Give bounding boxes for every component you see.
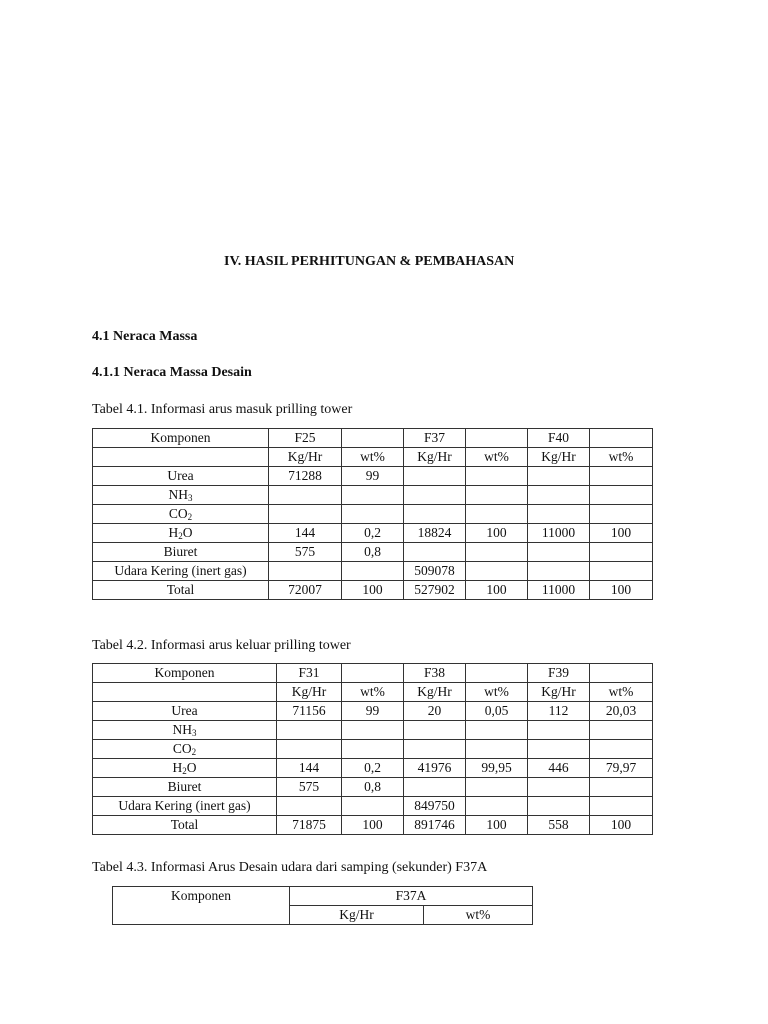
table-cell: 20,03 <box>590 702 653 721</box>
table-cell <box>590 467 653 486</box>
table-cell: 0,05 <box>466 702 528 721</box>
table-cell <box>528 740 590 759</box>
unit-flow-header: Kg/Hr <box>277 683 342 702</box>
component-name <box>93 816 277 835</box>
unit-pct-header: wt% <box>466 448 528 467</box>
table-3 <box>112 886 533 925</box>
component-name-text: Urea <box>171 703 198 718</box>
component-name-text: Udara Kering (inert gas) <box>118 798 251 813</box>
table-cell <box>528 486 590 505</box>
unit-flow-header: Kg/Hr <box>528 448 590 467</box>
table-cell <box>528 562 590 581</box>
table-row <box>93 581 653 600</box>
table-cell: 100 <box>342 581 404 600</box>
stream-header-blank <box>590 664 653 683</box>
table-cell <box>342 797 404 816</box>
table-cell <box>466 562 528 581</box>
table-1-caption: Tabel 4.1. Informasi arus masuk prilling tower <box>92 402 353 417</box>
table-cell <box>277 797 342 816</box>
table-cell: 144 <box>277 759 342 778</box>
stream-header-f25: F25 <box>269 429 342 448</box>
table-row <box>93 702 653 721</box>
table-cell <box>528 797 590 816</box>
table-cell <box>404 543 466 562</box>
table-cell <box>404 721 466 740</box>
stream-header-f37: F37 <box>404 429 466 448</box>
unit-flow-header: Kg/Hr <box>528 683 590 702</box>
table-cell: 112 <box>528 702 590 721</box>
table-cell <box>590 721 653 740</box>
section-title: 4.1 Neraca Massa <box>92 329 198 344</box>
table-cell: 891746 <box>404 816 466 835</box>
stream-header-f31: F31 <box>277 664 342 683</box>
table-cell: 99 <box>342 467 404 486</box>
unit-row-blank <box>93 448 269 467</box>
table-3-component-header: Komponen <box>113 887 290 925</box>
table-cell <box>466 467 528 486</box>
table-cell: 446 <box>528 759 590 778</box>
table-2 <box>92 663 653 835</box>
stream-header-blank <box>590 429 653 448</box>
unit-flow-header: Kg/Hr <box>404 683 466 702</box>
table-cell <box>590 778 653 797</box>
component-name <box>93 562 269 581</box>
table-cell <box>404 740 466 759</box>
table-row <box>93 524 653 543</box>
table-1-header-row <box>93 429 653 448</box>
table-cell <box>466 505 528 524</box>
table-2-unit-row <box>93 683 653 702</box>
table-cell <box>528 543 590 562</box>
table-cell: 79,97 <box>590 759 653 778</box>
table-1-component-header: Komponen <box>93 429 269 448</box>
component-subscript: 2 <box>182 766 187 776</box>
table-cell: 575 <box>277 778 342 797</box>
stream-header-blank <box>342 429 404 448</box>
component-name <box>93 486 269 505</box>
table-cell <box>277 740 342 759</box>
component-name <box>93 505 269 524</box>
component-name <box>93 581 269 600</box>
table-cell: 527902 <box>404 581 466 600</box>
unit-pct-header: wt% <box>342 683 404 702</box>
stream-header-f38: F38 <box>404 664 466 683</box>
unit-flow-header: Kg/Hr <box>404 448 466 467</box>
table-3-unit-flow: Kg/Hr <box>290 906 424 925</box>
component-name <box>93 467 269 486</box>
table-cell: 99,95 <box>466 759 528 778</box>
table-cell: 18824 <box>404 524 466 543</box>
table-cell <box>404 486 466 505</box>
component-name <box>93 797 277 816</box>
table-3-unit-pct: wt% <box>424 906 533 925</box>
component-name-text: Total <box>170 817 199 832</box>
component-name-text: H <box>172 760 183 775</box>
table-cell <box>404 778 466 797</box>
table-cell: 509078 <box>404 562 466 581</box>
table-cell: 20 <box>404 702 466 721</box>
component-name <box>93 759 277 778</box>
table-cell: 0,2 <box>342 524 404 543</box>
table-cell <box>590 486 653 505</box>
table-cell <box>528 778 590 797</box>
table-cell: 0,2 <box>342 759 404 778</box>
unit-flow-header: Kg/Hr <box>269 448 342 467</box>
table-2-component-header: Komponen <box>93 664 277 683</box>
component-name <box>93 721 277 740</box>
unit-row-blank <box>93 683 277 702</box>
table-cell <box>342 486 404 505</box>
table-cell <box>528 721 590 740</box>
table-row <box>93 467 653 486</box>
table-1-unit-row <box>93 448 653 467</box>
stream-header-f40: F40 <box>528 429 590 448</box>
table-cell <box>269 486 342 505</box>
component-name <box>93 740 277 759</box>
table-cell <box>277 721 342 740</box>
table-row <box>93 543 653 562</box>
table-1 <box>92 428 653 600</box>
component-name-text: CO <box>172 741 192 756</box>
component-name-text: Biuret <box>167 779 202 794</box>
table-cell <box>342 505 404 524</box>
table-cell <box>466 486 528 505</box>
table-cell: 11000 <box>528 524 590 543</box>
stream-header-f39: F39 <box>528 664 590 683</box>
table-cell <box>466 543 528 562</box>
component-name-text: CO <box>168 506 188 521</box>
component-subscript: 2 <box>178 531 183 541</box>
table-cell: 100 <box>590 524 653 543</box>
stream-header-blank <box>342 664 404 683</box>
table-cell <box>342 721 404 740</box>
stream-header-blank <box>466 664 528 683</box>
table-cell: 0,8 <box>342 543 404 562</box>
table-cell <box>342 740 404 759</box>
table-cell: 99 <box>342 702 404 721</box>
table-cell <box>590 740 653 759</box>
table-cell: 100 <box>590 581 653 600</box>
component-name-text: Biuret <box>163 544 198 559</box>
table-cell: 71875 <box>277 816 342 835</box>
table-cell: 100 <box>466 524 528 543</box>
table-cell: 575 <box>269 543 342 562</box>
component-name <box>93 524 269 543</box>
table-cell <box>466 740 528 759</box>
component-name-text: Urea <box>167 468 194 483</box>
table-3-stream-header: F37A <box>290 887 533 906</box>
table-cell: 558 <box>528 816 590 835</box>
component-suffix: O <box>182 525 193 540</box>
component-name-text: H <box>168 525 179 540</box>
table-cell: 849750 <box>404 797 466 816</box>
component-suffix: O <box>186 760 197 775</box>
chapter-title: IV. HASIL PERHITUNGAN & PEMBAHASAN <box>224 254 515 269</box>
component-subscript: 3 <box>188 493 193 503</box>
table-cell <box>466 721 528 740</box>
table-row <box>93 816 653 835</box>
table-row <box>93 759 653 778</box>
component-name-text: NH <box>168 487 188 502</box>
table-cell <box>590 505 653 524</box>
table-cell: 11000 <box>528 581 590 600</box>
component-name-text: Total <box>166 582 195 597</box>
table-cell <box>269 505 342 524</box>
table-2-header-row <box>93 664 653 683</box>
component-name <box>93 543 269 562</box>
unit-pct-header: wt% <box>342 448 404 467</box>
table-cell <box>590 797 653 816</box>
unit-pct-header: wt% <box>590 683 653 702</box>
table-2-caption: Tabel 4.2. Informasi arus keluar prilling tower <box>92 638 351 653</box>
component-name <box>93 778 277 797</box>
table-cell <box>404 505 466 524</box>
table-row <box>93 562 653 581</box>
component-subscript: 2 <box>187 512 193 522</box>
table-cell <box>528 467 590 486</box>
table-cell <box>590 543 653 562</box>
table-cell <box>528 505 590 524</box>
table-cell <box>404 467 466 486</box>
table-cell: 144 <box>269 524 342 543</box>
component-subscript: 3 <box>192 728 197 738</box>
table-row <box>93 740 653 759</box>
table-cell: 100 <box>342 816 404 835</box>
table-cell: 71156 <box>277 702 342 721</box>
table-cell <box>466 797 528 816</box>
table-cell: 72007 <box>269 581 342 600</box>
table-row <box>93 778 653 797</box>
unit-pct-header: wt% <box>466 683 528 702</box>
table-row <box>93 505 653 524</box>
component-name <box>93 702 277 721</box>
component-name-text: Udara Kering (inert gas) <box>114 563 247 578</box>
table-cell: 0,8 <box>342 778 404 797</box>
table-cell <box>269 562 342 581</box>
component-subscript: 2 <box>191 747 197 757</box>
table-cell <box>466 778 528 797</box>
table-cell: 100 <box>590 816 653 835</box>
component-name-text: NH <box>172 722 192 737</box>
table-cell <box>590 562 653 581</box>
table-3-caption: Tabel 4.3. Informasi Arus Desain udara dari samping (sekunder) F37A <box>92 860 488 875</box>
table-3-header-row <box>113 887 533 906</box>
unit-pct-header: wt% <box>590 448 653 467</box>
stream-header-blank <box>466 429 528 448</box>
table-cell: 100 <box>466 581 528 600</box>
table-cell: 100 <box>466 816 528 835</box>
table-cell: 41976 <box>404 759 466 778</box>
subsection-title: 4.1.1 Neraca Massa Desain <box>92 365 252 380</box>
table-row <box>93 486 653 505</box>
table-cell <box>342 562 404 581</box>
table-row <box>93 797 653 816</box>
table-cell: 71288 <box>269 467 342 486</box>
table-row <box>93 721 653 740</box>
